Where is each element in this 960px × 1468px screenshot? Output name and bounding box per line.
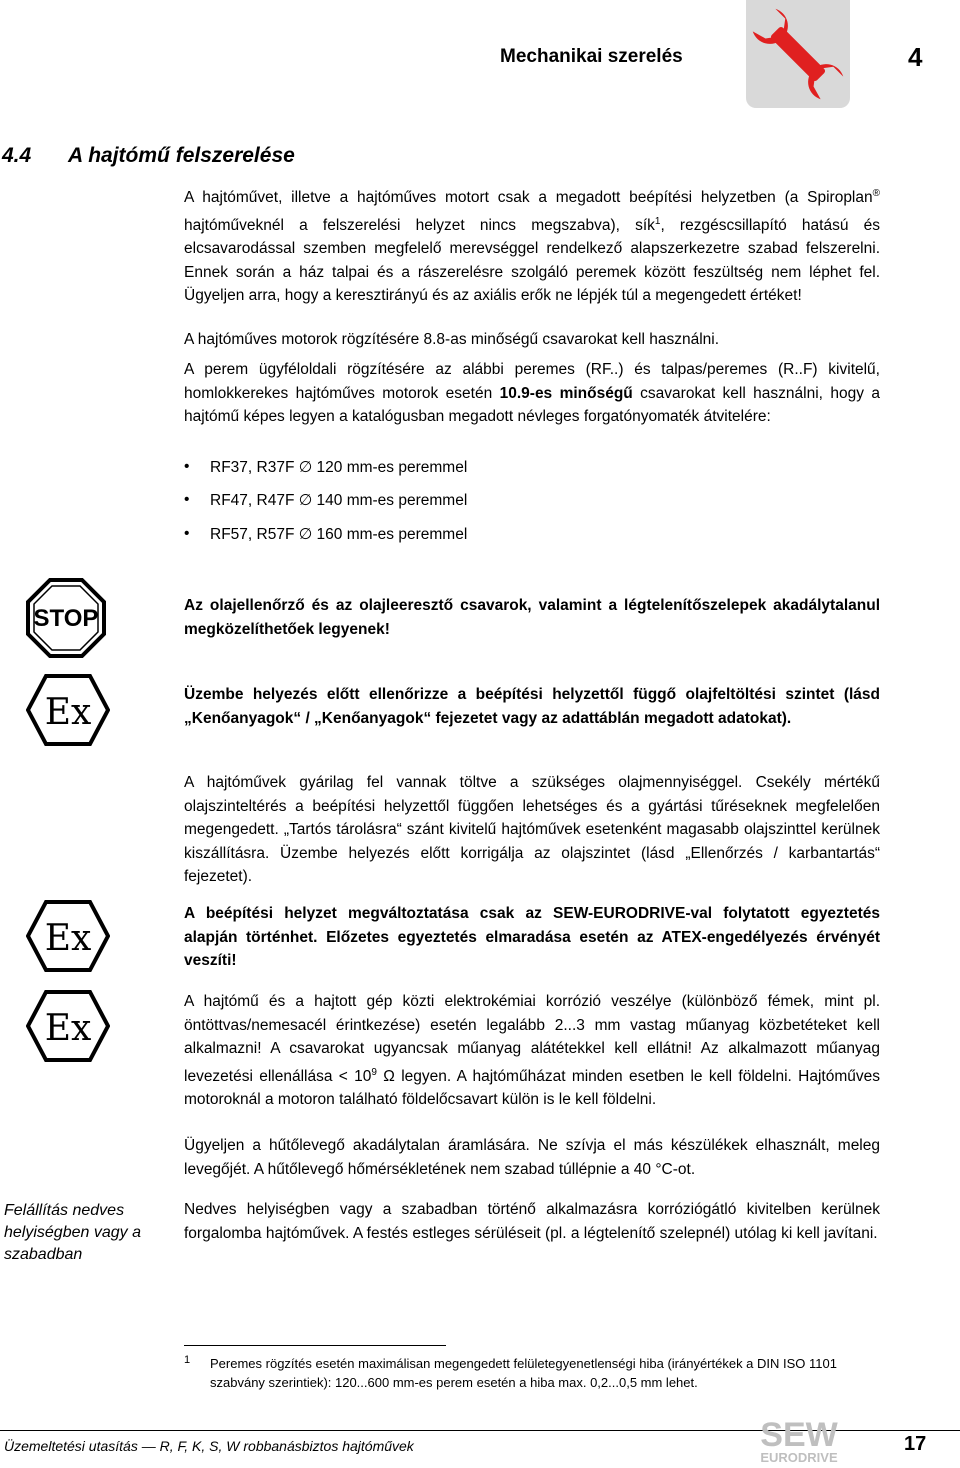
chapter-tab [746,0,850,108]
section-number: 4.4 [2,144,32,167]
wrench-icon [746,0,850,108]
chapter-number: 4 [908,42,923,72]
footer-document-title: Üzemeltetési utasítás — R, F, K, S, W robbanásbiztos hajtóművek [4,1438,414,1454]
bullet-icon: • [184,458,190,475]
paragraph-bolts: A hajtóműves motorok rögzítésére 8.8-as minőségű csavarokat kell használni. [184,331,720,348]
footnote-text: Peremes rögzítés esetén maximálisan megengedett felületegyenetlenségi hiba (irányértékek a DIN ISO 1101 szabvány szerintiek): 120...600 mm-es perem esetén a hiba max. 0,2...0,5 mm lehet. [210,1356,837,1390]
ex-hazard-icon [26,898,110,974]
stop-sign-icon [26,578,106,658]
paragraph-mounting: A hajtóművet, illetve a hajtóműves motort csak a megadott beépítési helyzetben (a Spiroplan® hajtóműveknél a felszerelési helyzet nincs megszabva), sík$^1$, rezgéscsillapító hatású és elcsavarodással szemben megfelelő merevséggel rendelkező alapszerkezetre szabad felszerelni. Ennek során a ház talpai és a rászerelésre szolgáló peremek között feszültség nem léphet fel. Ügyeljen arra, hogy a keresztirányú és az axiális erők ne lépjék túl a megengedett értéket! [184,188,880,305]
svg-text:Ex: Ex [44,918,92,959]
paragraph-cooling-air: Ügyeljen a hűtőlevegő akadálytalan áramlására. Ne szívja el más készülékek elhasznált, meleg levegőjét. A hűtőlevegő hőmérsékletének nem szabad túllépnie a 40 °C-ot. [184,1137,880,1178]
bullet-icon: • [184,491,190,508]
footnote-divider [184,1345,446,1346]
paragraph-flange: A perem ügyféloldali rögzítésére az alábbi peremes (RF..) és talpas/peremes (R..F) kivitelű, homlokkerekes hajtóműves motorok esetén 10.9-es minőségű csavarokat kell használni, hogy a hajtómű képes legyen a katalógusban megadott névleges forgatónyomaték átvitelére: [184,361,880,425]
paragraph-corrosion: A hajtómű és a hajtott gép közti elektrokémiai korrózió veszélye (különböző fémek, mint pl. öntöttvas/nemesacél érintkezése) esetén legalább 2...3 mm vastag műanyag közbetéteket kell alkalmazni! A csavarokat ugyancsak műanyag alátétekkel kell ellátni! Az alkalmazott műanyag levezetési ellenállása < $10^9$ Ω legyen. A hajtóműházat minden esetben le kell földelni. Hajtóműves motoroknál a motoron található földelőcsavart külön is le kell földelni. [184,993,880,1109]
ex-hazard-icon [26,672,110,748]
warning-mounting-change: A beépítési helyzet megváltoztatása csak az SEW-EURODRIVE-val folytatott egyeztetés alapján történhet. Előzetes egyeztetés elmaradása esetén az ATEX-engedélyezés érvényét veszíti! [184,905,880,969]
svg-text:Ex: Ex [44,692,92,733]
svg-text:Ex: Ex [44,1008,92,1049]
bullet-icon: • [184,525,190,542]
margin-note: Felállítás nedves helyiségben vagy a szabadban [4,1202,141,1263]
chapter-header-title: Mechanikai szerelés [500,46,683,67]
svg-text:STOP: STOP [33,605,99,632]
section-title: A hajtómű felszerelése [68,144,295,167]
svg-text:EURODRIVE: EURODRIVE [760,1450,838,1465]
ex-hazard-icon [26,988,110,1064]
page-number: 17 [904,1433,927,1455]
svg-text:SEW: SEW [760,1416,838,1454]
footnote-number: 1 [184,1354,191,1366]
warning-oil-level: Üzembe helyezés előtt ellenőrizze a beépítési helyzettől függő olajfeltöltési szintet (lásd „Kenőanyagok“ / „Kenőanyagok“ fejezetet vagy az adattáblán megadott adatokat). [184,686,880,727]
sew-eurodrive-logo [744,1414,854,1466]
paragraph-oil-fill: A hajtóművek gyárilag fel vannak töltve a szükséges olajmennyiséggel. Csekély mértékű olajszinteltérés a beépítési helyzettől függően lehetséges és a gyártási tűréseknek megfelelően megengedett. „Tartós tárolásra“ szánt kivitelű hajtóművek esetenként magasabb olajszinttel kerülnek kiszállításra. Üzembe helyezés előtt korrigálja az olajszintet (lásd „Ellenőrzés / karbantartás“ fejezetet). [184,774,880,885]
paragraph-wet-rooms: Nedves helyiségben vagy a szabadban történő alkalmazásra korróziógátló kivitelben kerülnek forgalomba hajtóművek. A festés estleges sérüléseit (pl. a légtelenítő szelepnél) utólag ki kell javítani. [184,1201,880,1242]
warning-stop: Az olajellenőrző és az olajleeresztő csavarok, valamint a légtelenítőszelepek akadálytalanul megközelíthetőek legyenek! [184,597,880,638]
